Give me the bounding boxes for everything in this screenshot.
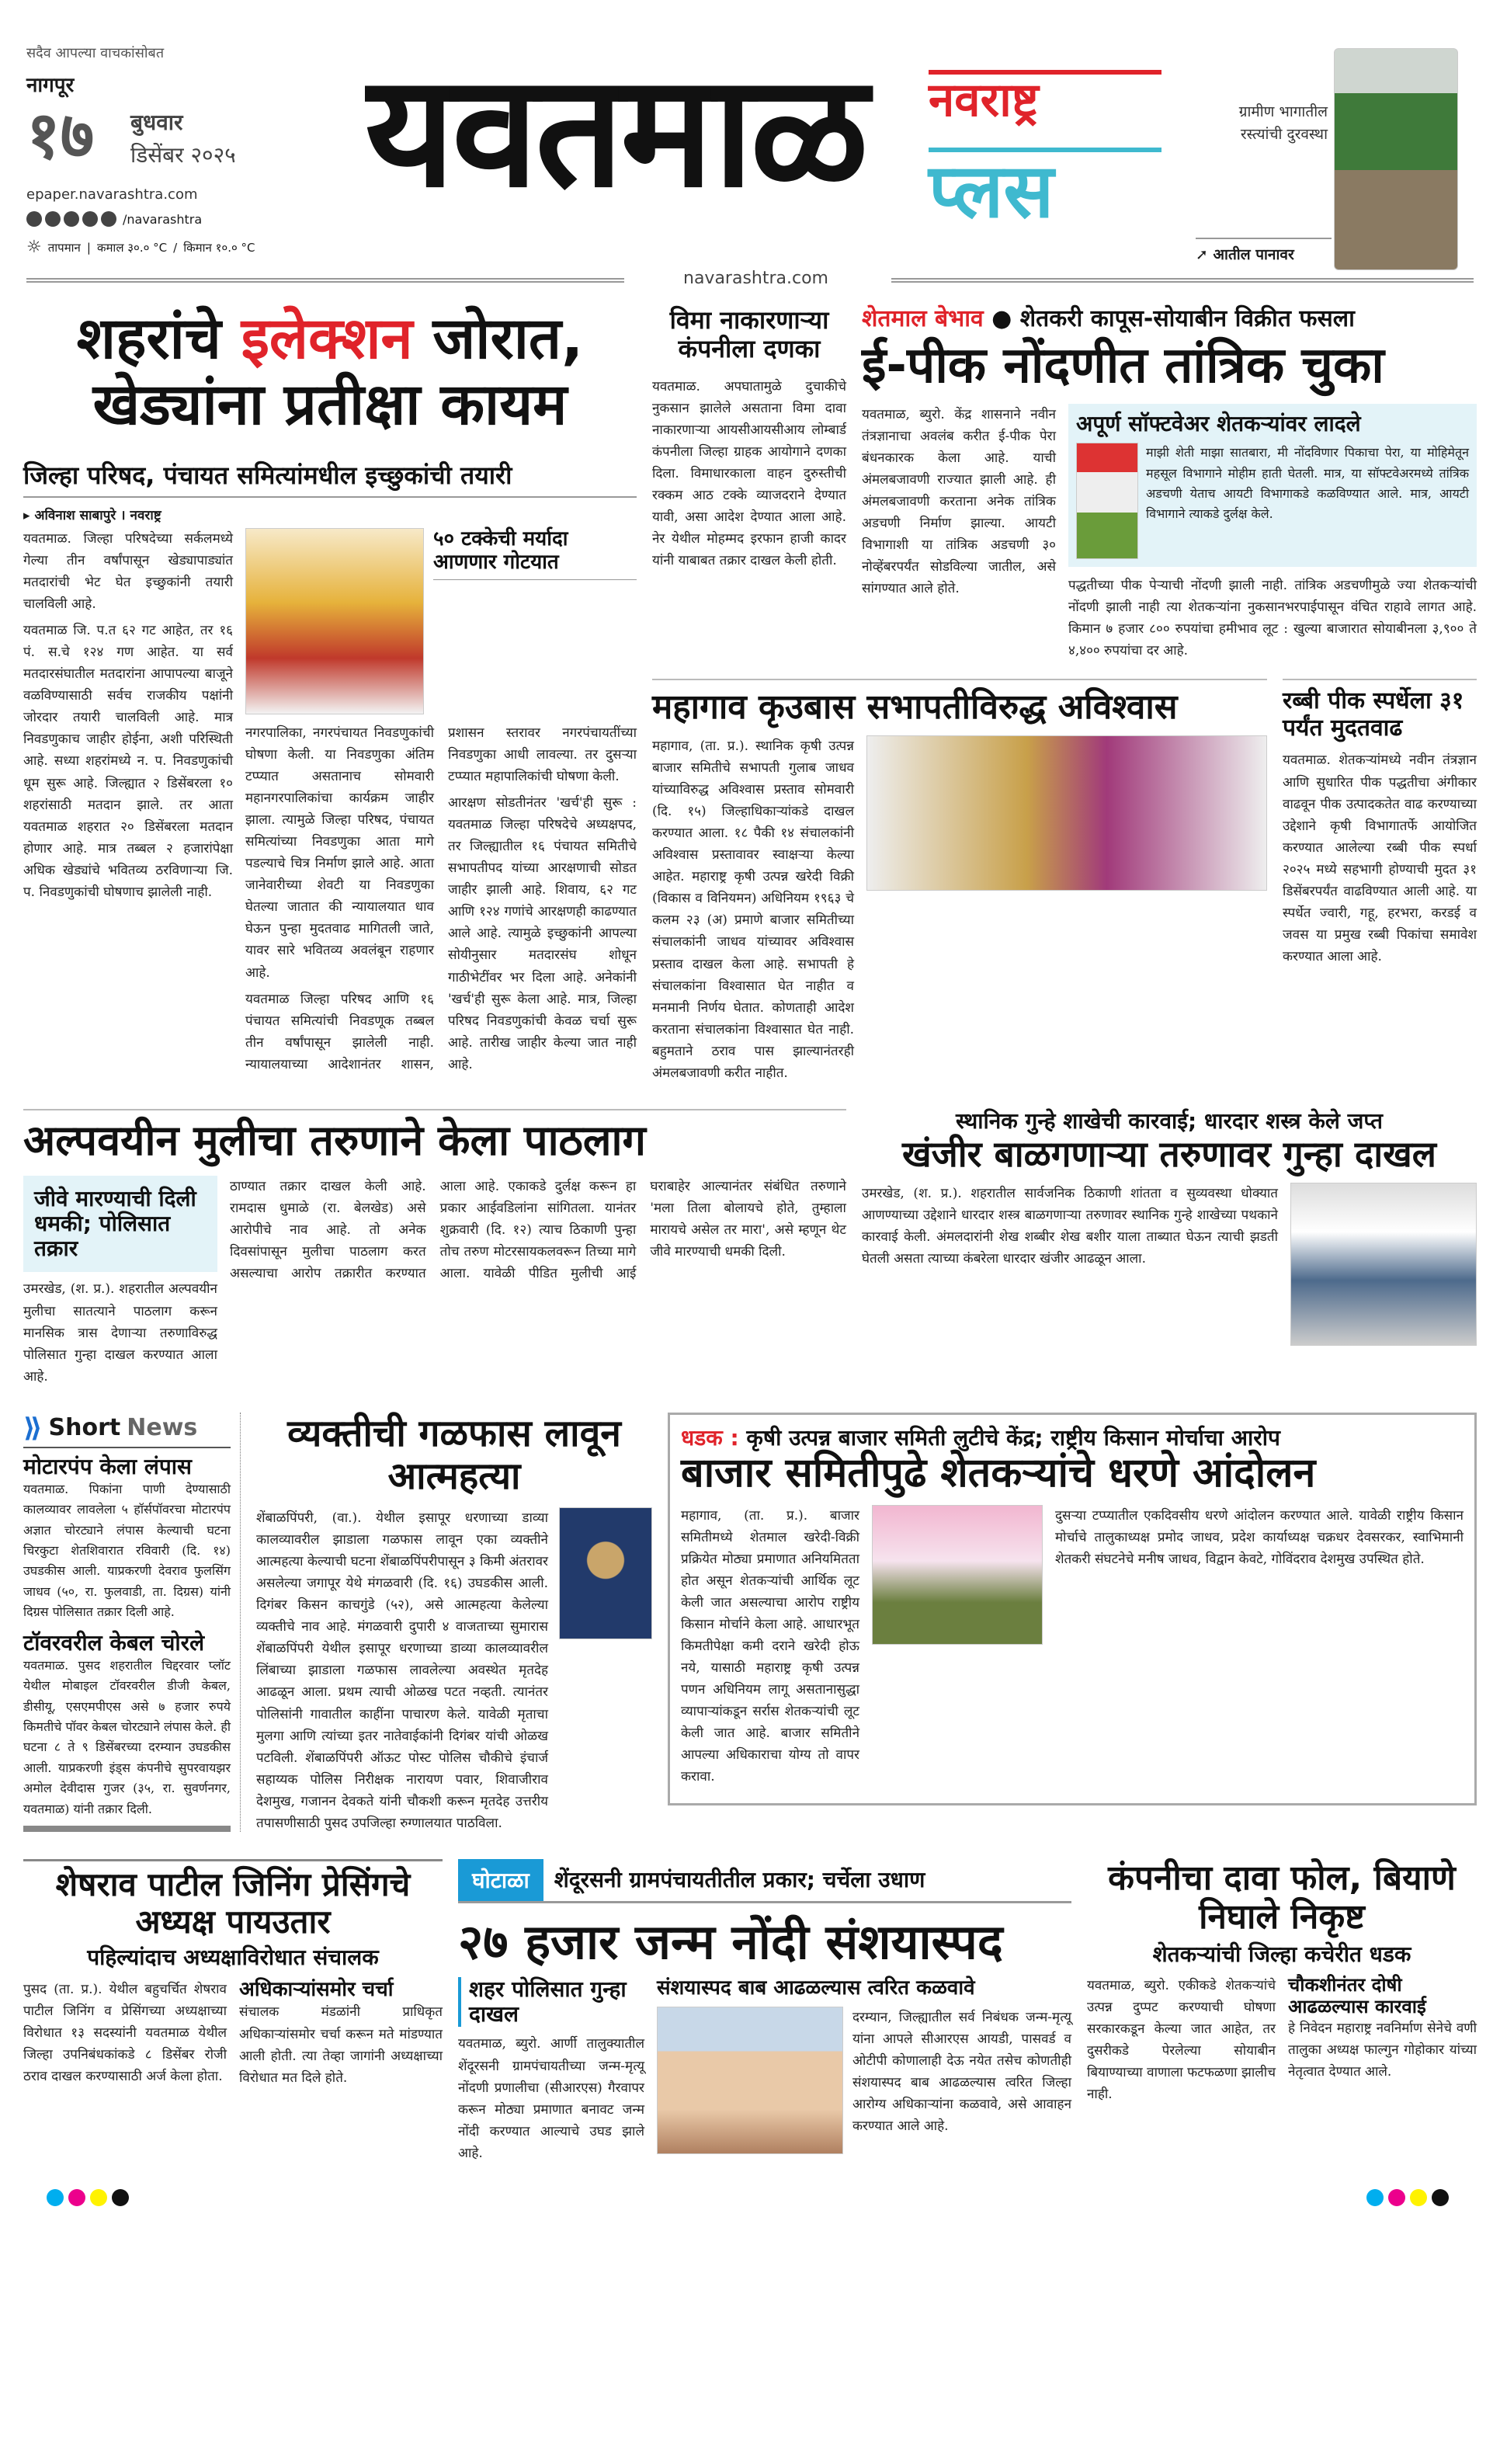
seeds-subhead: शेतकऱ्यांची जिल्हा कचेरीत धडक bbox=[1152, 1941, 1411, 1967]
registration-marks bbox=[47, 2189, 134, 2209]
epik-kicker: शेतमाल बेभाव ● शेतकरी कापूस-सोयाबीन विक्रीत फसला bbox=[862, 305, 1355, 332]
title-news: News bbox=[127, 1414, 198, 1442]
knife-story bbox=[862, 1109, 1477, 1346]
paragraph: यवतमाळ. शेतकऱ्यांमध्ये नवीन तंत्रज्ञान आणि सुधारित पीक पद्धतीचा अंगीकार वाढवून पीक उत्पादकतेत वाढ करण्याच्या उद्देशाने कृषी विभागातर्फे आयोजित करण्यात आलेल्या रब्बी पीक स्पर्धा २०२५ मध्ये सहभागी होण्याची मुदत ३१ डिसेंबरपर्यंत वाढविण्यात आली आहे. या स्पर्धेत ज्वारी, गहू, हरभरा, करडई व जवस या प्रमुख रब्बी पिकांचा समावेश करण्यात आला आहे. bbox=[1283, 752, 1477, 964]
kicker-text: शेतकरी कापूस-सोयाबीन विक्रीत फसला bbox=[1019, 305, 1355, 332]
registration-dot bbox=[1432, 2189, 1449, 2206]
seeds-story bbox=[1087, 1859, 1477, 2111]
registration-dot bbox=[112, 2189, 129, 2206]
item-headline: टॉवरवरील केबल चोरले bbox=[23, 1629, 205, 1656]
seeds-headline: कंपनीचा दावा फोल, बियाणे निघाले निकृष्ट bbox=[1108, 1858, 1456, 1937]
headline-part: जोरात, bbox=[412, 305, 584, 372]
paragraph: आरक्षण सोडतीनंतर 'खर्च'ही सुरू : यवतमाळ जिल्हा परिषदेचे अध्यक्षपद, तर जिल्ह्यातील १६ पंचायत समितीचे सभापतीपद यांच्या आरक्षणाची सोडत जाहीर झाली आहे. शिवाय, ६२ गट आणि १२४ गणांचे आरक्षणही काढण्यात आले आहे. त्यामुळे इच्छुकांनी आपल्या सोयीनुसार मतदारसंघ शोधून गाठीभेटींवर भर दिला आहे. अनेकांनी 'खर्च'ही सुरू केला आहे. मात्र, जिल्हा परिषद निवडणुकांची केवळ चर्चा सुरू आहे. तारीख जाहीर केल्या जात नाही आहे. bbox=[448, 795, 637, 1072]
police-case-head: शहर पोलिसात गुन्हा दाखल bbox=[458, 1977, 644, 2027]
linkedin-icon[interactable] bbox=[101, 211, 116, 227]
youtube-icon[interactable] bbox=[82, 211, 98, 227]
x-icon[interactable] bbox=[64, 211, 79, 227]
birth-kicker bbox=[458, 1859, 1071, 1903]
short-news-item bbox=[23, 1454, 231, 1623]
registration-dot bbox=[1388, 2189, 1405, 2206]
mahagaon-body bbox=[652, 735, 854, 1089]
headline-part: शहरांचे bbox=[76, 305, 241, 372]
side-author: आतील पानावर bbox=[1213, 246, 1294, 263]
knife-body bbox=[862, 1183, 1278, 1274]
ginning-body bbox=[23, 1979, 227, 2092]
registration-dot bbox=[1366, 2189, 1384, 2206]
paragraph: नगरपालिका, नगरपंचायत निवडणुकांची घोषणा केली. या निवडणुका अंतिम टप्प्यात असतानाच सोमवारी महानगरपालिकांचा कार्यक्रम जाहीर झाला. त्यामुळे जिल्हा परिषद, पंचायत समित्यांच्या निवडणुका आता मागे पडल्याचे चित्र निर्माण झाले आहे. आता जानेवारीच्या शेवटी या निवडणुका घेतल्या जातात की न्यायालयात धाव घेऊन पुन्हा मुदतवाढ मागितली जाते, यावर सारे भवितव्य अवलंबून राहणार आहे. bbox=[245, 725, 434, 981]
social-icons[interactable] bbox=[26, 211, 202, 227]
item-text: यवतमाळ. पिकांना पाणी देण्यासाठी कालव्यावर लावलेला ५ हॉर्सपॉवरचा मोटारपंप अज्ञात चोरट्याने लंपास केल्याची घटना चिरकुटा शेतशिवारात रविवारी (दि. १४) उघडकीस आली. याप्रकरणी देवराव फुलसिंग जाधव (५०, रा. फुलवाडी, ता. दिग्रस) यांनी दिग्रस पोलिसात तक्रार दिली आहे. bbox=[23, 1481, 231, 1620]
paragraph: ठाण्यात तक्रार दाखल केली आहे. रामदास धुमाळे (रा. बेलखेड) असे आरोपीचे नाव आहे. तो अनेक दिवसांपासून मुलीचा पाठलाग करत असल्याचा आरोप तक्रारीत करण्यात आला आहे. एकाकडे दुर्लक्ष करून हा प्रकार आईवडिलांना सांगितला. यानंतर शुक्रवारी (दि. १२) त्याच ठिकाणी पुन्हा तोच तरुण मोटरसायकलवरून तिच्या मागे आला. यावेळी पीडित मुलीची आई घराबाहेर आल्यानंतर संबंधित तरुणाने 'मला तिला बोलायचे होते, तुम्हाला मारायचे असेल तर मारा', असे म्हणून थेट जीवे मारण्याची धमकी दिली. bbox=[230, 1178, 846, 1282]
suicide-story bbox=[256, 1413, 652, 1839]
noose-illustration bbox=[559, 1507, 652, 1639]
weekday: बुधवार bbox=[130, 109, 183, 135]
paragraph: महागाव, (ता. प्र.). बाजार समितीमध्ये शेतमाल खरेदी-विक्री प्रक्रियेत मोठ्या प्रमाणात अनियमितता होत असून शेतकऱ्यांची आर्थिक लूट केली जात असल्याचा आरोप राष्ट्रीय किसान मोर्चाने केला आहे. आधारभूत किमतीपेक्षा कमी दराने खरेदी होऊ नये, यासाठी महाराष्ट्र कृषी उत्पन्न पणन अधिनियम लागू असतानासुद्धा व्यापाऱ्यांकडून सर्रास शेतकऱ्यांची लूट केली जात आहे. बाजार समितीने आपल्या अधिकाराचा योग्य तो वापर करावा. bbox=[681, 1507, 859, 1785]
short-news-bottom-bar bbox=[23, 1826, 231, 1832]
site-url[interactable]: navarashtra.com bbox=[683, 269, 828, 288]
weather-label: तापमान bbox=[47, 240, 81, 255]
ginning-body-2 bbox=[239, 2001, 443, 2088]
ginning-headline: शेषराव पाटील जिनिंग प्रेसिंगचे अध्यक्ष पायउतार bbox=[55, 1865, 411, 1941]
birth-headline: २७ हजार जन्म नोंदी संशयास्पद bbox=[458, 1913, 1003, 1970]
paragraph: यवतमाळ. अपघातामुळे दुचाकीचे नुकसान झालेले असताना विमा दावा नाकारणाऱ्या आयसीआयसीआय लोम्बार्ड कंपनीला जिल्हा ग्राहक आयोगाने दणका दिला. विमाधारकाला वाहन दुरुस्तीची रक्कम आठ टक्के व्याजदराने देण्यात यावी, असा आदेश देण्यात आला आहे. नेर येथील मोहम्मद इरफान हाजी कादर यांनी याबाबत तक्रार दाखल केली होती. bbox=[652, 378, 846, 568]
lead-col-1 bbox=[23, 528, 233, 908]
social-handle: /navarashtra bbox=[123, 211, 203, 227]
paragraph: दुसऱ्या टप्प्यातील एकदिवसीय धरणे आंदोलन करण्यात आले. यावेळी राष्ट्रीय किसान मोर्चाचे तालुकाध्यक्ष प्रमोद जाधव, प्रदेश कार्याध्यक्ष चक्रधर देवसरकर, स्वाभिमानी शेतकरी संघटनेचे मनीष जाधव, विद्वान केवटे, गोविंदराव देशमुख उपस्थित होते. bbox=[1055, 1507, 1464, 1567]
row-middle bbox=[0, 1413, 1500, 1839]
stalking-body bbox=[230, 1176, 846, 1284]
short-news-icon: ⟫ bbox=[23, 1412, 43, 1444]
politicians-cartoon bbox=[245, 528, 424, 714]
masthead-rule-right bbox=[891, 278, 1474, 284]
police-photo bbox=[1290, 1183, 1477, 1346]
suicide-body bbox=[256, 1507, 548, 1839]
lead-story bbox=[23, 306, 637, 1078]
insurance-headline: विमा नाकारणाऱ्या कंपनीला दणका bbox=[669, 305, 829, 363]
footer bbox=[0, 2189, 1500, 2225]
paragraph: शेंबाळपिंपरी, (वा.). येथील इसापूर धरणाच्या डाव्या कालव्यावरील झाडाला गळफास लावून एका व्यक्तीने आत्महत्या केल्याची घटना शेंबाळपिंपरीपासून ३ किमी अंतरावर असलेल्या जगापूर येथे मंगळवारी (दि. १६) उघडकीस आली. दिगंबर किसन काचगुंडे (५२), असे आत्महत्या केलेल्या व्यक्तीचे नाव आहे. मंगळवारी दुपारी ४ वाजताच्या सुमारास शेंबाळपिंपरी येथील इसापूर धरणाच्या डाव्या कालव्यावरील लिंबाच्या झाडाला गळफास लावलेल्या अवस्थेत मृतदेह आढळून आला. प्रथम त्याची ओळख पटत नव्हती. त्यानंतर पोलिसांनी गावातील काहींना पाचारण केले. यावेळी मृताचा मुलगा आणि त्यांच्या इतर नातेवाईकांनी दिगंबर यांची ओळख पटविली. शेंबाळपिंपरी ऑऊट पोस्ट पोलिस चौकीचे इंचार्ज सहाय्यक पोलिस निरीक्षक नारायण पवार, शिवाजीराव देशमुख, गजानन देवकते यांनी चौकशी करून मृतदेह उत्तरीय तपासणीसाठी पुसद उपजिल्हा रुग्णालयात पाठविला. bbox=[256, 1510, 548, 1831]
stalking-story bbox=[23, 1109, 846, 1392]
protest-photo bbox=[872, 1505, 1043, 1645]
registration-marks bbox=[1366, 2189, 1453, 2209]
birth-body-2 bbox=[852, 2007, 1071, 2142]
short-news bbox=[23, 1413, 241, 1832]
software-box bbox=[1068, 404, 1477, 567]
item-text: यवतमाळ. पुसद शहरातील चिद्दरवार प्लॉट येथील मोबाइल टॉवरवरील डीजी केबल, डीसीयू, एसएमपीएस असे ७ हजार रुपये किमतीचे पॉवर केबल चोरट्याने लंपास केले. ही घटना ८ ते ९ डिसेंबरच्या दरम्यान उघडकीस आली. याप्रकरणी इंड्स कंपनीचे सुपरवायझर अमोल देवीदास गुजर (३५, रा. सुवर्णनगर, यवतमाळ) यांनी तक्रार दिली. bbox=[23, 1657, 231, 1816]
paragraph: यवतमाळ. जिल्हा परिषदेच्या सर्कलमध्ये गेल्या तीन वर्षांपासून खेड्यापाड्यांत मतदारांची भेट घेत इच्छुकांनी तयारी चालविली आहे. bbox=[23, 530, 233, 613]
dharna-body bbox=[681, 1505, 859, 1793]
registration-dot bbox=[47, 2189, 64, 2206]
mahagaon-story bbox=[652, 679, 1267, 1088]
insurance-story bbox=[652, 306, 846, 576]
facebook-icon[interactable] bbox=[26, 211, 42, 227]
tagline: सदैव आपल्या वाचकांसोबत bbox=[26, 45, 165, 61]
ginning-side-head: अधिकाऱ्यांसमोर चर्चा bbox=[239, 1977, 394, 2001]
dharna-headline: बाजार समितीपुढे शेतकऱ्यांचे धरणे आंदोलन bbox=[681, 1449, 1316, 1496]
epaper-link[interactable]: epaper.navarashtra.com bbox=[26, 186, 198, 203]
stalking-headline: अल्पवयीन मुलीचा तरुणाने केला पाठलाग bbox=[23, 1115, 646, 1165]
birth-body bbox=[458, 2033, 644, 2163]
lead-headline bbox=[23, 306, 637, 438]
epik-col bbox=[862, 404, 1056, 604]
paragraph: उमरखेड, (श. प्र.). शहरातील सार्वजनिक ठिकाणी शांतता व सुव्यवस्था धोक्यात आणण्याच्या उद्देशाने धारदार शस्त्र बाळगणाऱ्या तरुणावर स्थानिक गुन्हे शाखेच्या पथकाने कारवाई केली. अंमलदारांनी शेख शब्बीर शेख बशीर याला ताब्यात घेऊन त्याची झडती घेतली असता त्याच्या कंबरेला धारदार खंजीर आढळून आला. bbox=[862, 1185, 1278, 1267]
short-news-item bbox=[23, 1631, 231, 1819]
temp-max: कमाल ३०.० °C bbox=[96, 240, 168, 255]
epik-story bbox=[862, 306, 1477, 662]
scam-tag: घोटाळा bbox=[458, 1859, 543, 1901]
road-photo bbox=[1334, 48, 1458, 270]
edition-city: नागपूर bbox=[26, 74, 75, 97]
date-day: १७ bbox=[26, 97, 95, 173]
row-crime bbox=[0, 1109, 1500, 1392]
box-text: माझी शेती माझा सातबारा, मी नोंदविणार पिकाचा पेरा, या मोहिमेतून महसूल विभागाने मोहीम हाती घेतली. मात्र, या सॉफ्टवेअरमध्ये तांत्रिक अडचणी येताच आयटी विभागाकडे कळविण्यात आले. मात्र, आयटी विभागाने त्याकडे दुर्लक्ष केले. bbox=[1146, 445, 1469, 522]
top-right-area bbox=[652, 306, 1477, 1089]
seeds-body bbox=[1087, 1975, 1276, 2110]
gram-panchayat-photo bbox=[657, 2007, 843, 2154]
fifty-percent-box bbox=[433, 528, 637, 580]
kicker-red: धडक : bbox=[681, 1424, 739, 1451]
row-top bbox=[0, 306, 1500, 1089]
insurance-body bbox=[652, 376, 846, 572]
temp-min: किमान १०.० °C bbox=[183, 240, 255, 255]
birth-subhead: संशयास्पद बाब आढळल्यास त्वरित कळवावे bbox=[657, 1976, 975, 2000]
paragraph: दरम्यान, जिल्ह्यातील सर्व निबंधक जन्म-मृत्यू यांना आपले सीआरएस आयडी, पासवर्ड व ओटीपी कोणालाही देऊ नयेत तसेच कोणतीही संशयास्पद बाब आढळल्यास त्वरित जिल्हा आरोग्य अधिकाऱ्यांना कळवावे, असे आवाहन करण्यात आले आहे. bbox=[852, 2009, 1071, 2135]
dharna-story bbox=[668, 1413, 1477, 1806]
epik-headline: ई-पीक नोंदणीत तांत्रिक चुका bbox=[862, 336, 1384, 394]
title-short: Short bbox=[48, 1414, 121, 1442]
seeds-body-2 bbox=[1288, 2017, 1477, 2083]
month-year: डिसेंबर २०२५ bbox=[130, 142, 236, 168]
ginning-story bbox=[23, 1859, 443, 2094]
box-title: अपूर्ण सॉफ्टवेअर शेतकऱ्यांवर लादले bbox=[1076, 411, 1361, 437]
paragraph: यवतमाळ, ब्युरो. केंद्र शासनाने नवीन तंत्रज्ञानाचा अवलंब करीत ई-पीक पेरा बंधनकारक केला आहे. याची अंमलबजावणी राज्यात झाली आहे. ही अंमलबजावणी करताना अनेक तांत्रिक अडचणी निर्माण झाल्या. आयटी विभागाशी या तांत्रिक अडचणी ३० नोव्हेंबरपर्यंत सोडविल्या जातील, असे सांगण्यात आले होते. bbox=[862, 407, 1056, 597]
masthead-rule-left bbox=[26, 278, 624, 284]
birth-records-story bbox=[458, 1859, 1071, 2169]
arrow-icon: ➚ bbox=[1196, 246, 1208, 263]
knife-kicker: स्थानिक गुन्हे शाखेची कारवाई; धारदार शस्त्र केले जप्त bbox=[956, 1107, 1383, 1134]
weather: ☼ तापमान | कमाल ३०.० °C / किमान १०.० °C bbox=[26, 238, 255, 257]
lead-byline: ▸ अविनाश साबापुरे । नवराष्ट्र bbox=[23, 507, 161, 523]
rabbi-body bbox=[1283, 749, 1477, 967]
byline: अविनाश साबापुरे । नवराष्ट्र bbox=[34, 507, 161, 523]
paragraph: यवतमाळ जिल्हा परिषद आणि १६ पंचायत समित्यांची निवडणूक तब्बल तीन वर्षांपासून झालेली नाही. न्यायालयाच्या आदेशानंतर शासन, प्रशासन स्तरावर नगरपंचायतींच्या निवडणुका आधी लावल्या. तर दुसऱ्या टप्प्यात महापालिकांची घोषणा केली. bbox=[245, 725, 637, 1072]
kicker-red: शेतमाल बेभाव bbox=[862, 305, 984, 332]
masthead-title: यवतमाळ bbox=[365, 54, 866, 222]
instagram-icon[interactable] bbox=[45, 211, 61, 227]
suicide-headline: व्यक्तीची गळफास लावून आत्महत्या bbox=[287, 1411, 621, 1498]
paragraph: उमरखेड, (श. प्र.). शहरातील अल्पवयीन मुलीचा सातत्याने पाठलाग करून मानसिक त्रास देणाऱ्या तरुणाविरुद्ध पोलिसात गुन्हा दाखल करण्यात आला आहे. bbox=[23, 1281, 217, 1385]
side-teaser-ref[interactable] bbox=[1196, 238, 1332, 264]
side-teaser[interactable]: ग्रामीण भागातील रस्त्यांची दुरवस्था bbox=[1238, 103, 1328, 143]
kicker-text: कृषी उत्पन्न बाजार समिती लुटीचे केंद्र; राष्ट्रीय किसान मोर्चाचा आरोप bbox=[746, 1424, 1280, 1451]
brand-navarashtra: नवराष्ट्र bbox=[929, 70, 1161, 126]
mahagaon-headline: महागाव कृउबास सभापतीविरुद्ध अविश्वास bbox=[652, 687, 1178, 728]
paragraph: संचालक मंडळांनी प्राधिकृत अधिकाऱ्यांसमोर चर्चा करून मते मांडण्यात आली होती. त्या तेव्हा जागांनी अध्यक्षाच्या विरोधात मत दिले होते. bbox=[239, 2004, 443, 2086]
lead-subhead: जिल्हा परिषद, पंचायत समित्यांमधील इच्छुकांची तयारी bbox=[23, 461, 637, 498]
paragraph: पुसद (ता. प्र.). येथील बहुचर्चित शेषराव पाटील जिनिंग व प्रेसिंगच्या अध्यक्षाच्या विरोधात १३ सदस्यांनी यवतमाळ येथील जिल्हा उपनिबंधकांकडे ८ डिसेंबर रोजी ठराव दाखल करण्यासाठी अर्ज केला होता. bbox=[23, 1981, 227, 2084]
paragraph: यवतमाळ जि. प.त ६२ गट आहेत, तर १६ पं. स.चे १२४ गण आहेत. या सर्व मतदारसंघातील मतदारांना आपापल्या बाजूने वळविण्यासाठी सर्वच राजकीय पक्षांनी जोरदार तयारी चालविली आहे. मात्र निवडणुकाच जाहीर होईना, अशी परिस्थिती आहे. सध्या शहरांमध्ये न. प. निवडणुकांची धूम सुरू आहे. जिल्ह्यात २ डिसेंबरला १० शहरांसाठी मतदान झाले. तर आता यवतमाळ शहरात २० डिसेंबरला मतदान होणार आहे. मात्र तब्बल २ हजारांपेक्षा अधिक खेड्यांचे भवितव्य ठरविणाऱ्या जि. प. निवडणुकांची घोषणाच झालेली नाही. bbox=[23, 623, 233, 900]
threat-box: जीवे मारण्याची दिली धमकी; पोलिसात तक्रार bbox=[23, 1176, 217, 1273]
masthead bbox=[0, 0, 1500, 295]
brand-plus: प्लस bbox=[929, 148, 1161, 231]
knife-headline: खंजीर बाळगणाऱ्या तरुणावर गुन्हा दाखल bbox=[901, 1133, 1436, 1175]
registration-dot bbox=[1410, 2189, 1427, 2206]
dharna-body-2 bbox=[1055, 1505, 1464, 1575]
rabbi-story bbox=[1283, 679, 1477, 971]
registration-dot bbox=[90, 2189, 107, 2206]
box-title: ५० टक्केची मर्यादा आणणार गोटयात bbox=[433, 528, 637, 580]
farmer-photo bbox=[1076, 443, 1138, 559]
dharna-kicker bbox=[681, 1426, 1464, 1451]
headline-highlight: इलेक्शन bbox=[241, 305, 413, 372]
paragraph: महागाव, (ता. प्र.). स्थानिक कृषी उत्पन्न बाजार समितीचे सभापती गुलाब जाधव यांच्याविरुद्ध अविश्वास प्रस्ताव सोमवारी (दि. १५) जिल्हाधिकाऱ्यांकडे दाखल करण्यात आला. १८ पैकी १४ संचालकांनी अविश्वास प्रस्तावावर स्वाक्षऱ्या केल्या आहेत. महाराष्ट्र कृषी उत्पन्न खरेदी विक्री (विकास व विनियमन) अधिनियम १९६३ चे कलम २३ (अ) प्रमाणे बाजार समितीच्या संचालकांनी जाधव यांच्यावर अविश्वास प्रस्ताव दाखल केला आहे. सभापती हे संचालकांना विश्वासात घेत नाहीत व मनमानी निर्णय घेतात. कोणताही आदेश करताना संचालकांना विश्वासात घेत नाही. बहुमताने ठराव पास झाल्यानंतरही अंमलबजावणी करीत नाहीत. bbox=[652, 739, 854, 1081]
headline-line2: खेड्यांना प्रतीक्षा कायम bbox=[92, 371, 568, 439]
ginning-subhead: पहिल्यांदाच अध्यक्षाविरोधात संचालक bbox=[87, 1944, 379, 1971]
row-bottom bbox=[0, 1859, 1500, 2169]
lead-cols bbox=[245, 722, 637, 1078]
item-headline: मोटारपंप केला लंपास bbox=[23, 1453, 192, 1479]
paragraph: यवतमाळ, ब्युरो. आर्णी तालुक्यातील शेंदूरसनी ग्रामपंचायतीच्या जन्म-मृत्यू नोंदणी प्रणालीचा (सीआरएस) गैरवापर करून मोठ्या प्रमाणात बनावट जन्म नोंदी करण्यात आल्याचे उघड झाले आहे. bbox=[458, 2036, 644, 2161]
short-news-header bbox=[23, 1413, 231, 1448]
seeds-side-head: चौकशीनंतर दोषी आढळल्यास कारवाई bbox=[1288, 1974, 1426, 2017]
registration-dot bbox=[68, 2189, 85, 2206]
mahagaon-photo bbox=[866, 735, 1267, 891]
weather-icon: ☼ bbox=[26, 238, 42, 257]
paragraph: हे निवेदन महाराष्ट्र नवनिर्माण सेनेचे वणी तालुका अध्यक्ष फाल्गुन गोहोकार यांच्या नेतृत्वात देण्यात आले. bbox=[1288, 2021, 1477, 2080]
kicker-text: शेंदूरसनी ग्रामपंचायतीतील प्रकार; चर्चेला उधाण bbox=[554, 1866, 925, 1892]
epik-continued: पद्धतीच्या पीक पेऱ्याची नोंदणी झाली नाही. तांत्रिक अडचणीमुळे ज्या शेतकऱ्यांची नोंदणी झाली नाही त्या शेतकऱ्यांना नुकसानभरपाईपासून वंचित राहावे लागत आहे. किमान ७ हजार ८०० रुपयांचा हमीभाव लूट : खुल्या बाजारात सोयाबीनला ३,९०० ते ४,४०० रुपयांचा दर आहे. bbox=[1068, 578, 1477, 659]
paragraph: यवतमाळ, ब्युरो. एकीकडे शेतकऱ्यांचे उत्पन्न दुप्पट करण्याची घोषणा सरकारकडून केल्या जात आहेत, तर दुसरीकडे पेरलेल्या सोयाबीन बियाण्याच्या वाणाला फटफळणा झालीच नाही. bbox=[1087, 1978, 1276, 2103]
stalking-intro bbox=[23, 1278, 217, 1387]
rabbi-headline: रब्बी पीक स्पर्धेला ३१ पर्यंत मुदतवाढ bbox=[1283, 687, 1464, 742]
